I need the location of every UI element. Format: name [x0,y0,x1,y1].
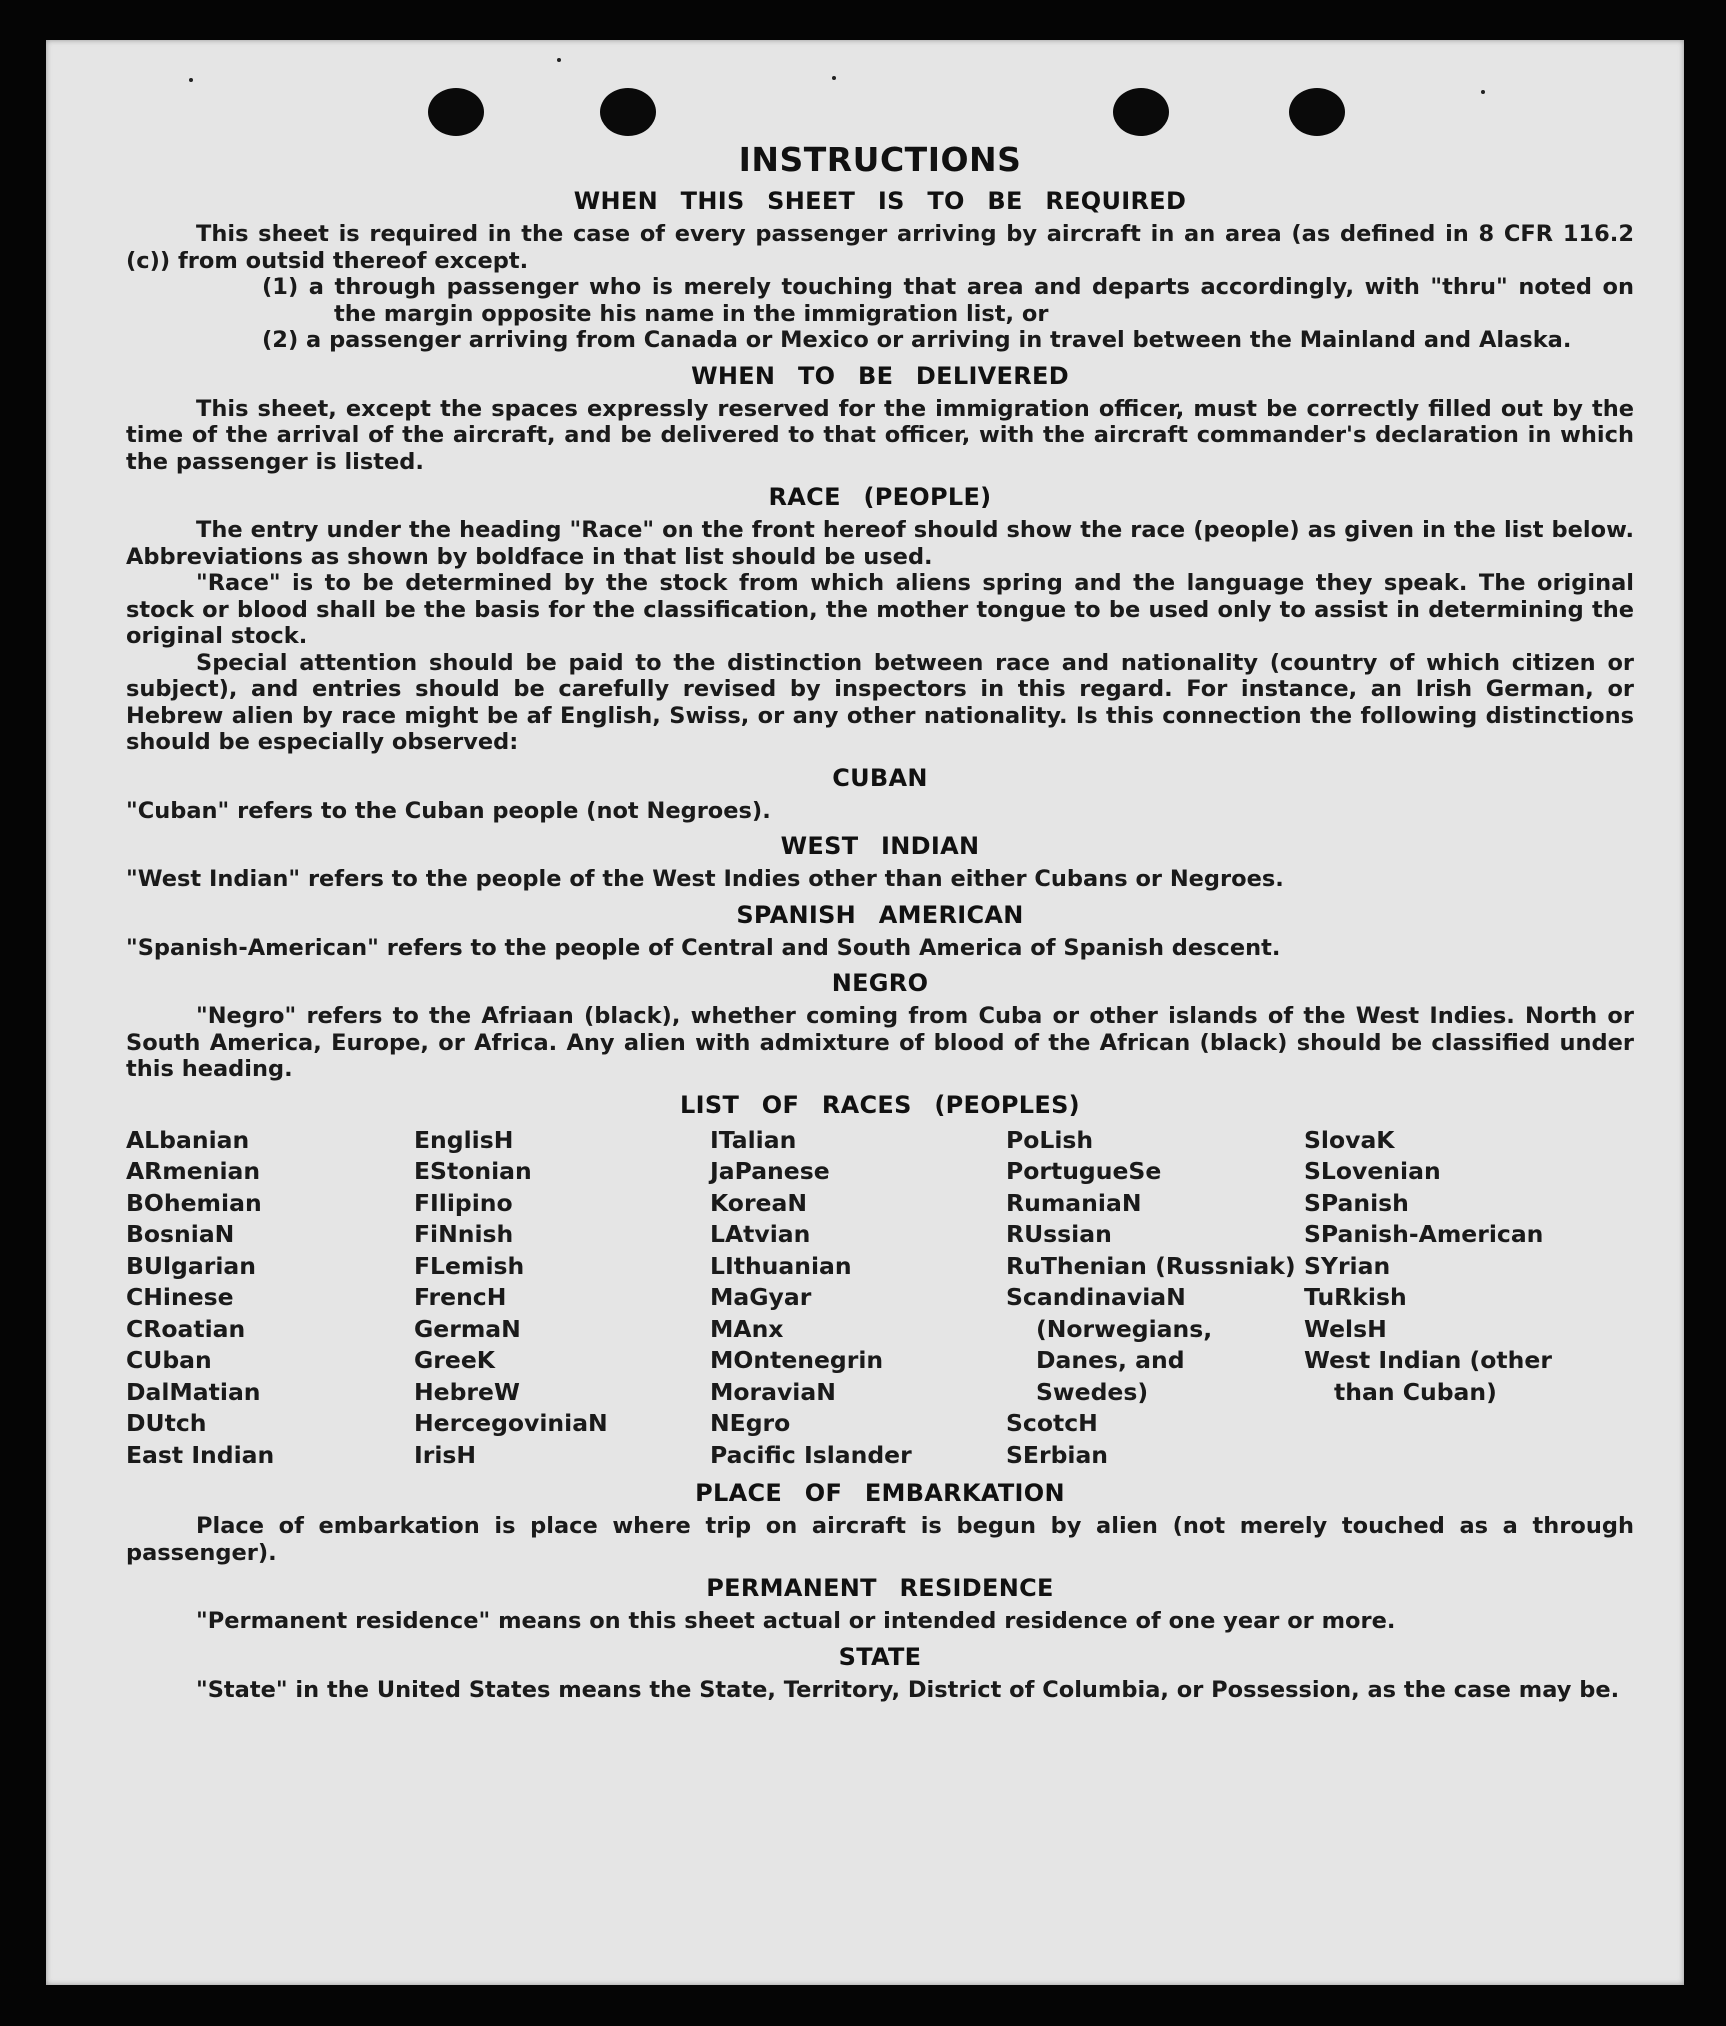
race-list-item: CUban [126,1346,212,1374]
punch-hole [428,88,484,136]
race-list-item: KoreaN [710,1188,807,1217]
race-list-item: GermaN [414,1314,521,1343]
spanish-american-text: "Spanish-American" refers to the people of Central and South America of Spanish descent. [126,934,1281,961]
race-list-item: IrisH [414,1440,477,1469]
race-list-item: RuThenian (Russniak) [1006,1251,1296,1280]
heading-residence: PERMANENT RESIDENCE [706,1574,1054,1602]
race-list-item: LAtvian [710,1220,811,1248]
race-list-item: FIlipino [414,1188,513,1217]
paper-speck [1481,90,1485,94]
race-list-item: FLemish [414,1251,525,1280]
race-list-item: MOntenegrin [710,1346,884,1374]
heading-state: STATE [838,1642,922,1671]
heading-spanish-american: SPANISH AMERICAN [736,900,1024,929]
instructions-body [126,140,1634,1703]
required-intro: This sheet is required in the case of every passenger arriving by aircraft in an area (as defined in 8 CFR 116.2 (c)) from outsid thereof except. [126,221,1634,274]
race-list-item: MaGyar [710,1283,812,1311]
race-list-item: NEgro [710,1409,791,1437]
race-list-item: SLovenian [1304,1157,1441,1185]
race-list-item: DUtch [126,1409,207,1437]
punch-hole [1289,88,1345,136]
race-list-item: PortugueSe [1006,1157,1162,1185]
race-list-item: RUssian [1006,1220,1112,1248]
race-list-item: ARmenian [126,1157,261,1185]
race-list-item: CRoatian [126,1314,246,1343]
race-list-item: EnglisH [414,1125,514,1154]
race-list-item: RumaniaN [1006,1188,1142,1217]
race-list-item: West Indian (other than Cuban) [1304,1346,1552,1406]
race-list-item: DalMatian [126,1377,261,1406]
document-page [46,40,1684,1985]
residence-text: "Permanent residence" means on this sheet actual or intended residence of one year or more. [196,1608,1396,1634]
race-list-item: LIthuanian [710,1251,852,1280]
race-column-4 [1006,1125,1304,1472]
race-list-item: MoraviaN [710,1377,836,1406]
race-list [126,1125,1634,1472]
race-list-item: ALbanian [126,1125,250,1154]
race-list-item: WelsH [1304,1314,1387,1343]
race-list-item: BUlgarian [126,1251,256,1280]
race-list-item: CHinese [126,1283,234,1311]
negro-text: "Negro" refers to the Afriaan (black), whether coming from Cuba or other islands of the West Indies. North or South America, Europe, or Africa. Any alien with admixture of blood of the African (black) should be classified under this heading. [126,1003,1634,1082]
race-list-item: SlovaK [1304,1125,1395,1154]
page-title: INSTRUCTIONS [738,140,1022,179]
race-list-item: SPanish-American [1304,1220,1544,1248]
cuban-text: "Cuban" refers to the Cuban people (not Negroes). [126,797,771,824]
race-column-5 [1304,1125,1604,1472]
race-list-item: BosniaN [126,1220,235,1248]
race-column-1 [126,1125,414,1472]
heading-cuban: CUBAN [832,763,928,792]
heading-list-of-races: LIST OF RACES (PEOPLES) [680,1090,1080,1119]
race-list-item: BOhemian [126,1188,262,1217]
race-list-item: SYrian [1304,1251,1391,1280]
race-list-item: ScotcH [1006,1409,1098,1437]
heading-west-indian: WEST INDIAN [780,832,980,860]
heading-negro: NEGRO [831,969,929,997]
race-list-item: Pacific Islander [710,1440,912,1469]
race-list-item: FrencH [414,1283,507,1311]
race-list-item: ScandinaviaN (Norwegians, Danes, and Swedes) [1006,1283,1213,1406]
heading-race: RACE (PEOPLE) [768,483,992,511]
punch-hole [1113,88,1169,136]
race-list-item: PoLish [1006,1125,1094,1154]
paper-speck [189,78,193,82]
race-list-item: TuRkish [1304,1283,1407,1311]
race-list-item: EStonian [414,1157,532,1185]
race-list-item: MAnx [710,1314,784,1343]
race-list-item: HercegoviniaN [414,1409,608,1437]
delivered-text: This sheet, except the spaces expressly reserved for the immigration officer, must be correctly filled out by the time of the arrival of the aircraft, and be delivered to that officer, with the aircraft commander's declaration in which the passenger is listed. [126,395,1634,475]
race-list-item: SPanish [1304,1188,1409,1217]
west-indian-text: "West Indian" refers to the people of the West Indies other than either Cubans or Negroes. [126,866,1284,892]
heading-delivered: WHEN TO BE DELIVERED [691,361,1069,390]
required-exception-1: (1) a through passenger who is merely touching that area and departs accordingly, with "thru" noted on the margin opposite his name in the immigration list, or [262,274,1634,327]
race-column-3 [710,1125,1006,1472]
race-column-2 [414,1125,710,1472]
heading-required: WHEN THIS SHEET IS TO BE REQUIRED [573,187,1187,215]
race-list-item: East Indian [126,1440,275,1469]
heading-embarkation: PLACE OF EMBARKATION [695,1479,1065,1507]
race-paragraph-1: The entry under the heading "Race" on the front hereof should show the race (people) as given in the list below. Abbreviations as shown by boldface in that list should be used. [126,517,1634,570]
required-exception-2: (2) a passenger arriving from Canada or Mexico or arriving in travel between the Mainland and Alaska. [262,327,1572,353]
paper-speck [557,58,561,62]
race-paragraph-2: "Race" is to be determined by the stock from which aliens spring and the language they speak. The original stock or blood shall be the basis for the classification, the mother tongue to be used only to assist in determining the original stock. [126,570,1634,649]
state-text: "State" in the United States means the State, Territory, District of Columbia, or Possession, as the case may be. [196,1676,1620,1703]
race-paragraph-3: Special attention should be paid to the distinction between race and nationality (country of which citizen or subject), and entries should be carefully revised by inspectors in this regard. For instance, an Irish German, or Hebrew alien by race might be af English, Swiss, or any other nationality. Is this connection the following distinctions should be especially observed: [126,649,1634,755]
race-list-item: FiNnish [414,1220,514,1248]
race-list-item: JaPanese [710,1157,830,1185]
paper-speck [832,76,836,80]
race-list-item: SErbian [1006,1440,1109,1469]
race-list-item: ITalian [710,1125,797,1154]
race-list-item: GreeK [414,1346,495,1374]
punch-hole [600,88,656,136]
race-list-item: HebreW [414,1377,520,1406]
embarkation-text: Place of embarkation is place where trip on aircraft is begun by alien (not merely touched as a through passenger). [126,1513,1634,1566]
